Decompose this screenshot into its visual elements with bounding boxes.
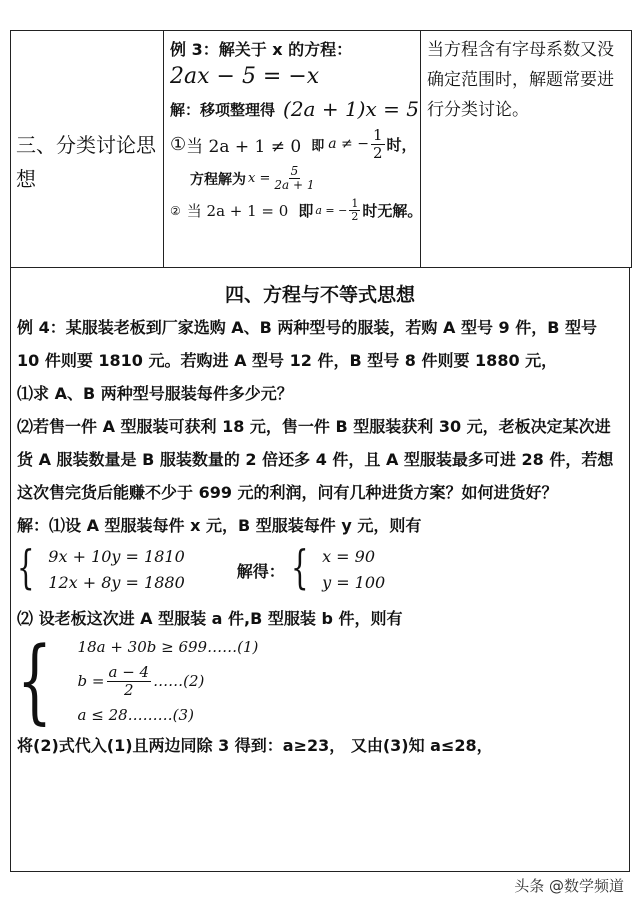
step1-label: 解：移项整理得 <box>170 100 276 119</box>
equation-system-2 <box>290 540 386 596</box>
example4-question2: ⑵若售一件 A 型服装可获利 18 元，售一件 B 型服装获利 30 元，老板决定某次进货 A 服装数量是 B 服装数量的 2 倍还多 4 件，且 A 型服装最多可进 28 件，若想这次售完货后能赚不少于 699 元的利润，问有几种进货方案？如何进货好？ <box>17 417 614 502</box>
solution-fraction-den: 2a + 1 <box>274 178 315 193</box>
example4-problem: 例 4：某服装老板到厂家选购 A、B 两种型号的服装，若购 A 型号 9 件，B 型号 10 件则要 1810 元。若购进 A 型号 12 件，B 型号 8 件则要 1880 元， <box>17 318 597 370</box>
equation-system-1 <box>17 540 185 596</box>
system3-line2-rhs: ……(2) <box>153 672 205 690</box>
solved-label: 解得： <box>236 561 285 581</box>
note-cell <box>421 31 632 268</box>
case2-text: 当 2a + 1 = 0 <box>186 202 289 221</box>
case1-fraction-num: 1 <box>372 126 383 144</box>
system3-fraction-den: 2 <box>124 680 134 699</box>
system1-eq2: 12x + 8y = 1880 <box>48 573 185 592</box>
example3-equation: 2ax − 5 = −x <box>170 64 320 89</box>
solution-fraction <box>272 165 316 192</box>
solution-part2-intro: ⑵ 设老板这次进 A 型服装 a 件,B 型服装 b 件，则有 <box>17 609 403 628</box>
footer-credit: 头条 @数学频道 <box>514 877 624 895</box>
system3-line1: 18a + 30b ≥ 699……(1) <box>77 638 259 656</box>
case1-fraction-den: 2 <box>372 143 383 162</box>
case2-marker: ② <box>170 203 181 218</box>
case1-marker: ① <box>170 133 187 155</box>
system3-line2-lhs: b = <box>77 672 105 690</box>
solution-intro: 解：⑴设 A 型服装每件 x 元，B 型服装每件 y 元，则有 <box>17 516 422 535</box>
case2-fraction-num: 1 <box>351 197 359 211</box>
solution-fraction-num: 5 <box>290 164 299 178</box>
method-table <box>10 30 632 268</box>
system2-eq1: x = 90 <box>322 547 376 566</box>
solution-var: x = <box>248 171 271 187</box>
step1-equation: (2a + 1)x = 5 <box>283 97 419 121</box>
left-cell <box>11 31 164 268</box>
brace-1: { <box>17 540 35 594</box>
page <box>10 30 630 906</box>
system3-fraction <box>107 664 152 698</box>
case1-end: 时， <box>386 135 417 154</box>
system3-fraction-num: a − 4 <box>108 663 150 681</box>
section4-box <box>10 268 630 872</box>
solution-label: 方程解为 <box>190 171 246 188</box>
example4-question1: ⑴求 A、B 两种型号服装每件多少元？ <box>17 384 293 403</box>
equation-system-3 <box>11 627 629 734</box>
brace-2: { <box>290 540 309 594</box>
system2-eq2: y = 100 <box>322 573 386 592</box>
example3-title: 例 3：解关于 x 的方程： <box>170 40 353 59</box>
case1-cond: a ≠ − <box>328 136 369 152</box>
case2-fraction <box>349 198 360 223</box>
case2-end: 时无解。 <box>362 202 423 221</box>
system3-line3: a ≤ 28………(3) <box>77 706 194 724</box>
system1-eq1: 9x + 10y = 1810 <box>48 547 185 566</box>
method-label: 三、分类讨论思想 <box>16 133 156 191</box>
case1-mid: 即 <box>311 138 325 154</box>
case2-fraction-den: 2 <box>351 210 359 224</box>
case1-fraction <box>371 127 385 161</box>
case2-cond: a = − <box>315 204 348 218</box>
right-note: 当方程含有字母系数又没确定范围时，解题常要进行分类讨论。 <box>427 40 614 120</box>
brace-3: { <box>17 627 53 734</box>
case2-mid: 即 <box>298 202 314 221</box>
section4-title: 四、方程与不等式思想 <box>224 284 415 306</box>
solution-conclusion: 将(2)式代入(1)且两边同除 3 得到：a≥23， 又由(3)知 a≤28， <box>17 736 493 755</box>
example-cell <box>164 31 421 268</box>
case1-text: 当 2a + 1 ≠ 0 <box>186 136 302 157</box>
